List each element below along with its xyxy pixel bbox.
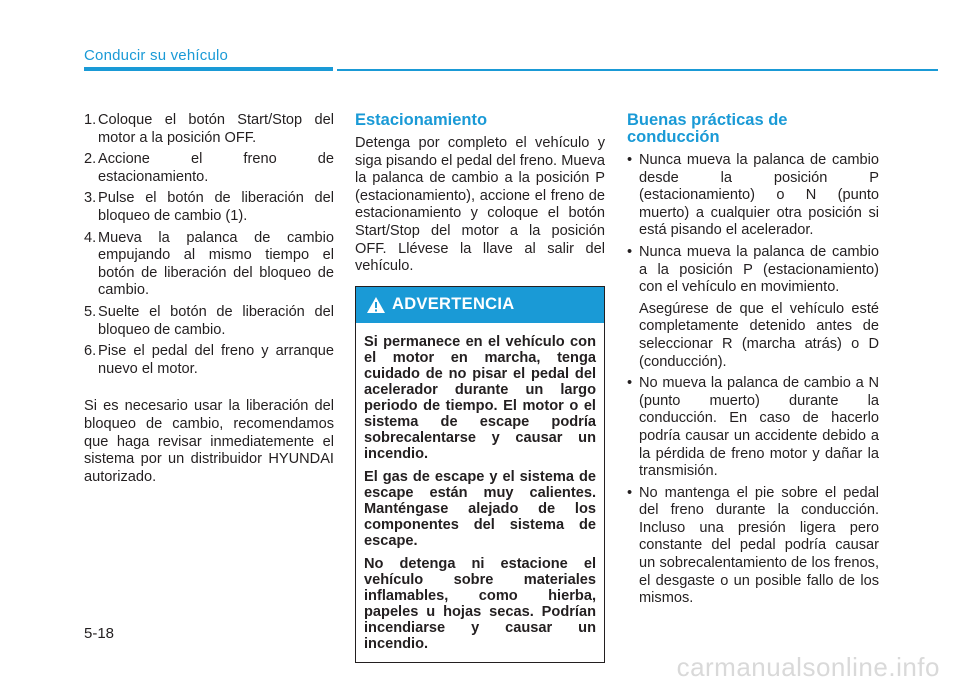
warning-paragraph: El gas de escape y el sistema de escape están muy calientes. Manténgase alejado de los componentes del sistema de escape. bbox=[364, 468, 596, 549]
warning-paragraph: No detenga ni estacione el vehículo sobre materiales inflamables, como hierba, papeles u hojas secas. Podrían incendiarse y causar un incendio. bbox=[364, 555, 596, 652]
warning-title: ADVERTENCIA bbox=[392, 294, 515, 313]
step-item: 6. Pise el pedal del freno y arranque nuevo el motor. bbox=[84, 343, 334, 377]
bullet-item: • No mantenga el pie sobre el pedal del freno durante la conducción. Incluso una presión ligera pero constante del pedal podría causar un sobrecalentamiento de los frenos, el desgaste o un posible fallo de los mismos. bbox=[627, 484, 879, 607]
step-item: 2. Accione el freno de estacionamiento. bbox=[84, 151, 334, 185]
step-item: 3. Pulse el botón de liberación del bloqueo de cambio (1). bbox=[84, 190, 334, 224]
step-item: 5. Suelte el botón de liberación del bloqueo de cambio. bbox=[84, 303, 334, 338]
bullet-list bbox=[627, 152, 879, 297]
step-list bbox=[84, 112, 334, 378]
bullet-item: • Nunca mueva la palanca de cambio desde la posición P (estacionamiento) o N (punto muerto) a cualquier otra posición si está pisando el acelerador. bbox=[627, 152, 879, 239]
bullet-continuation: Asegúrese de que el vehículo esté completamente detenido antes de seleccionar R (marcha atrás) o D (conducción). bbox=[639, 300, 879, 370]
header-rule-thin bbox=[337, 69, 938, 71]
column-left bbox=[84, 112, 334, 486]
header-title: Conducir su vehículo bbox=[84, 47, 229, 64]
bullet-item: • Nunca mueva la palanca de cambio a la posición P (estacionamiento) con el vehículo en movimiento. bbox=[627, 243, 879, 296]
warning-box bbox=[355, 286, 605, 663]
section-heading-parking: Estacionamiento bbox=[355, 111, 488, 129]
warning-paragraph: Si permanece en el vehículo con el motor en marcha, tenga cuidado de no pisar el pedal del acelerador durante un largo periodo de tiempo. El motor o el sistema de escape podría sobrecalentarse y causar un incendio. bbox=[364, 333, 596, 462]
shift-lock-note: Si es necesario usar la liberación del bloqueo de cambio, recomendamos que haga revisar inmediatemente el sistema por un distribuidor HYUNDAI autorizado. bbox=[84, 398, 334, 485]
bullet-list bbox=[627, 375, 879, 608]
warning-body bbox=[356, 323, 604, 662]
warning-triangle-icon bbox=[366, 296, 386, 314]
step-item: 4. Mueva la palanca de cambio empujando al mismo tiempo el botón de liberación del bloqueo de cambio. bbox=[84, 229, 334, 299]
column-right bbox=[627, 112, 879, 612]
page-number: 5-18 bbox=[84, 625, 115, 642]
parking-paragraph: Detenga por completo el vehículo y siga pisando el pedal del freno. Mueva la palanca de cambio a la posición P (estacionamiento), accione el freno de estacionamiento y coloque el botón Start/Stop del motor a la posición OFF. Llévese la llave al salir del vehículo. bbox=[355, 135, 605, 275]
column-middle bbox=[355, 112, 605, 663]
watermark: carmanualsonline.info bbox=[676, 652, 940, 682]
warning-header bbox=[356, 287, 604, 323]
bullet-item: • No mueva la palanca de cambio a N (punto muerto) durante la conducción. En caso de hacerlo podría causar un accidente debido a la pérdida de freno motor y dañar la transmisión. bbox=[627, 375, 879, 480]
header-rule-thick bbox=[84, 67, 333, 71]
section-heading-good-practices: Buenas prácticas de conducción bbox=[627, 111, 788, 146]
step-item: 1. Coloque el botón Start/Stop del motor a la posición OFF. bbox=[84, 112, 334, 146]
